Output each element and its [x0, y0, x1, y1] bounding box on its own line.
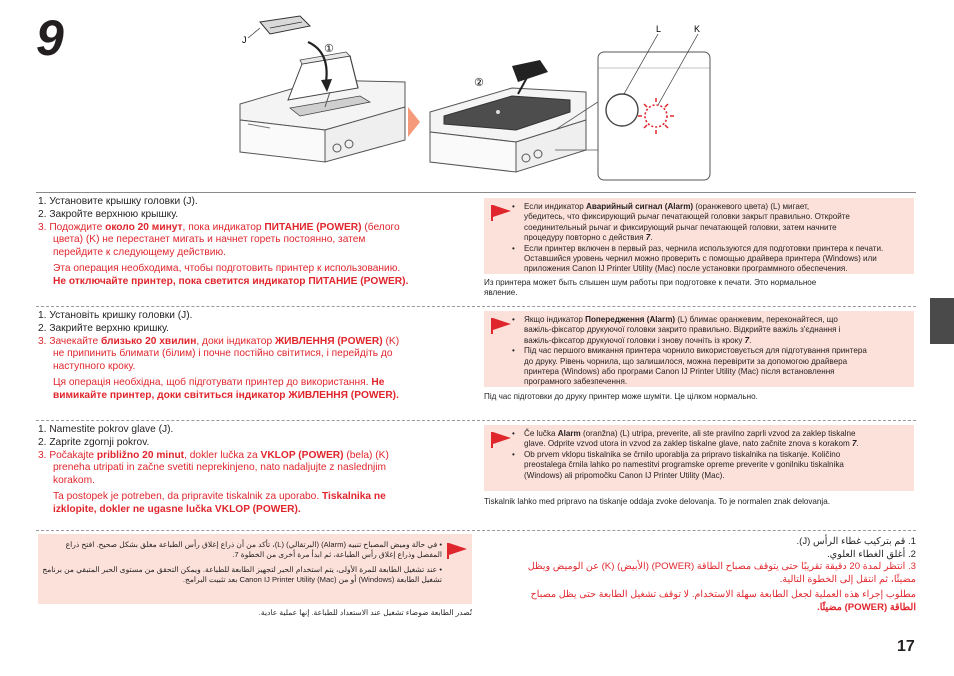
ru-note-ink: • Если принтер включен в первый раз, чернила используются для подготовки принтера к печати. Оставшийся уровень чернил можно проверить с помощью драйвера принтера (Windows) или приложения Canon IJ Printer Utility (Mac) после установки программного обеспечения. — [508, 244, 912, 275]
sl-step2: 2. Zaprite zgornji pokrov. — [38, 436, 150, 448]
uk-note-ink: • Під час першого вмикання принтера чорнило використовується для підготування принтера до друку. Рівень чорнила, що залишилося, можна перевірити за допомогою драйвера принтера (Windows) або програми Canon IJ Printer Utility (Mac) після встановлення програмного забезпечення. — [508, 346, 912, 388]
ar-note-alarm: • في حالة وميض المصباح تنبيه (Alarm) (البرتقالي) (L)، تأكد من أن ذراع إغلاق رأس الطباعة مغلق بشكل صحيح. افتح ذراع المفصل وذراع إغلاق رأس الطباعة، ثم ابدأ مرة أخرى من الخطوة 7. — [65, 540, 442, 560]
printer-open-cover-drawing — [240, 16, 405, 162]
sl-note-ink: • Ob prvem vklopu tiskalnika se črnilo uporablja za pripravo tiskalnika na tiskanje. Količino preostalega črnila lahko po namestitvi programske opreme preverite v gonilniku tiskalnika (Windows) ali pripomočku Canon IJ Printer Utility (Mac). — [508, 450, 912, 481]
uk-step2: 2. Закрийте верхню кришку. — [38, 322, 169, 334]
sl-step3: 3. Počakajte približno 20 minut, dokler lučka za VKLOP (POWER) (bela) (K) — [38, 449, 389, 461]
section-divider — [36, 530, 916, 531]
uk-purpose: Ця операція необхідна, щоб підготувати принтер до використання. Не — [53, 376, 385, 388]
label-k: K — [694, 24, 701, 34]
step-number: 9 — [36, 10, 64, 66]
ar-note-text — [42, 540, 442, 586]
ar-noise-note: تُصدر الطابعة ضوضاء تشغيل عند الاستعداد للطباعة. إنها عملية عادية. — [258, 608, 472, 617]
sl-note-box — [484, 425, 914, 491]
uk-note-alarm: • Якщо індикатор Попередження (Alarm) (L) блимає оранжевим, переконайтеся, що важіль-фіксатор друкуючої головки закрито правильно. Відкрийте важіль з'єднання і важіль-фіксатор друкуючої головки і знову почніть із кроку 7. — [508, 315, 912, 346]
ru-step2: 2. Закройте верхнюю крышку. — [38, 208, 179, 220]
page-number: 17 — [897, 638, 915, 655]
ar-warning: الطاقة (POWER) مضيئًا. — [817, 601, 916, 613]
printer-closed-cover-drawing — [430, 60, 610, 172]
ar-step2: 2. أغلق الغطاء العلوي. — [827, 548, 916, 560]
ar-step1: 1. قم بتركيب غطاء الرأس (J). — [796, 536, 916, 547]
sl-step1: 1. Namestite pokrov glave (J). — [38, 424, 174, 435]
label-l: L — [656, 24, 662, 34]
ru-note-box — [484, 198, 914, 274]
chapter-side-tab — [930, 298, 954, 344]
sl-warning: izklopite, dokler ne ugasne lučka VKLOP (POWER). — [53, 503, 301, 515]
ru-step3: 3. Подождите около 20 минут, пока индикатор ПИТАНИЕ (POWER) (белого — [38, 221, 400, 233]
ru-instructions: 1. Установите крышку головки (J). 2. Закройте верхнюю крышку. 3. Подождите около 20 минут, пока индикатор ПИТАНИЕ (POWER) (белого цвета) (K) не перестанет мигать и начнет гореть постоянно, затем перейдите к следующему действию. Эта операция необходима, чтобы подготовить принтер к использованию. Не отключайте принтер, пока светится индикатор ПИТАНИЕ (POWER). — [38, 196, 484, 289]
label-j: J — [242, 35, 247, 45]
uk-warning: вимикайте принтер, доки світиться індикатор ЖИВЛЕННЯ (POWER). — [53, 389, 399, 401]
ru-step1: 1. Установите крышку головки (J). — [38, 196, 198, 207]
uk-noise-note: Під час підготовки до друку принтер може шуміти. Це цілком нормально. — [484, 392, 758, 401]
ru-noise-note: Из принтера может быть слышен шум работы при подготовке к печати. Это нормальное явление. — [484, 278, 817, 298]
uk-instructions: 1. Установіть кришку головки (J). 2. Закрийте верхню кришку. 3. Зачекайте близько 20 хвилин, доки індикатор ЖИВЛЕННЯ (POWER) (K) не припинить блимати (білим) і почне постійно світитися, і перейдіть до наступного кроку. Ця операція необхідна, щоб підготувати принтер до використання. Не вимикайте принтер, доки світиться індикатор ЖИВЛЕННЯ (POWER). — [38, 310, 484, 403]
ar-note-ink: • عند تشغيل الطابعة للمرة الأولى، يتم استخدام الحبر لتجهيز الطابعة للطباعة. ويمكن التحقق من مستوى الحبر المتبقي من برنامج تشغيل الطابعة (Windows) أو من Canon IJ Printer Utility (Mac) بعد تثبيت البرامج. — [42, 564, 442, 585]
ru-purpose: Эта операция необходима, чтобы подготовить принтер к использованию. — [53, 262, 401, 274]
section-divider — [36, 306, 916, 307]
uk-step3: 3. Зачекайте близько 20 хвилин, доки індикатор ЖИВЛЕННЯ (POWER) (K) — [38, 335, 400, 347]
ar-step3: 3. انتظر لمدة 20 دقيقة تقريبًا حتى يتوقف مصباح الطاقة (POWER) (الأبيض) (K) عن الوميض ويظل — [527, 561, 916, 573]
power-indicator-light — [645, 105, 667, 127]
ar-purpose: مطلوب إجراء هذه العملية لجعل الطابعة سهلة الاستخدام. لا توقف تشغيل الطابعة حتى يظل مصباح — [530, 589, 916, 601]
ar-note-box — [38, 534, 472, 604]
uk-note-box — [484, 311, 914, 387]
uk-step1: 1. Установіть кришку головки (J). — [38, 310, 193, 321]
ru-warning: Не отключайте принтер, пока светится индикатор ПИТАНИЕ (POWER). — [53, 275, 409, 287]
sl-note-alarm: • Če lučka Alarm (oranžna) (L) utripa, preverite, ali ste pravilno zaprli vzvod za zaklep tiskalne glave. Odprite vzvod utora in vzvod za zaklep tiskalne glave, nato začnite znova s korakom 7. — [508, 429, 912, 450]
power-indicator-closeup — [598, 24, 710, 180]
ar-instructions: 1. قم بتركيب غطاء الرأس (J). 2. أغلق الغطاء العلوي. 3. انتظر لمدة 20 دقيقة تقريبًا حتى يتوقف مصباح الطاقة (POWER) (الأبيض) (K) عن الوميض ويظل مضيئًا، ثم انتقل إلى الخطوة التالية. مطلوب إجراء هذه العملية لجعل الطابعة سهلة الاستخدام. لا توقف تشغيل الطابعة حتى يظل مصباح الطاقة (POWER) مضيئًا. — [484, 536, 916, 615]
next-arrow — [408, 107, 420, 137]
warning-flag-icon — [446, 542, 468, 560]
ru-note-alarm: • Если индикатор Аварийный сигнал (Alarm) (оранжевого цвета) (L) мигает, убедитесь, что фиксирующий рычаг печатающей головки закрыт правильно. Откройте соединительный рычаг и фиксирующий рычаг печатающей головки, затем начните процедуру повторно с действия 7. — [508, 202, 912, 244]
step2-marker: ② — [474, 76, 484, 89]
alarm-indicator-button — [606, 94, 638, 126]
section-divider — [36, 420, 916, 421]
sl-instructions: 1. Namestite pokrov glave (J). 2. Zaprite zgornji pokrov. 3. Počakajte približno 20 minut, dokler lučka za VKLOP (POWER) (bela) (K) preneha utripati in začne svetiti neprekinjeno, nato nadaljujte z naslednjim korakom. Ta postopek je potreben, da pripravite tiskalnik za uporabo. Tiskalnika ne izklopite, dokler ne ugasne lučka VKLOP (POWER). — [38, 424, 484, 517]
section-rule — [36, 192, 916, 193]
sl-noise-note: Tiskalnik lahko med pripravo na tiskanje oddaja zvoke delovanja. To je normalen znak delovanja. — [484, 497, 830, 506]
step1-marker: ① — [324, 42, 334, 55]
setup-illustration — [230, 12, 720, 190]
sl-purpose: Ta postopek je potreben, da pripravite tiskalnik za uporabo. Tiskalnika ne — [53, 490, 386, 502]
